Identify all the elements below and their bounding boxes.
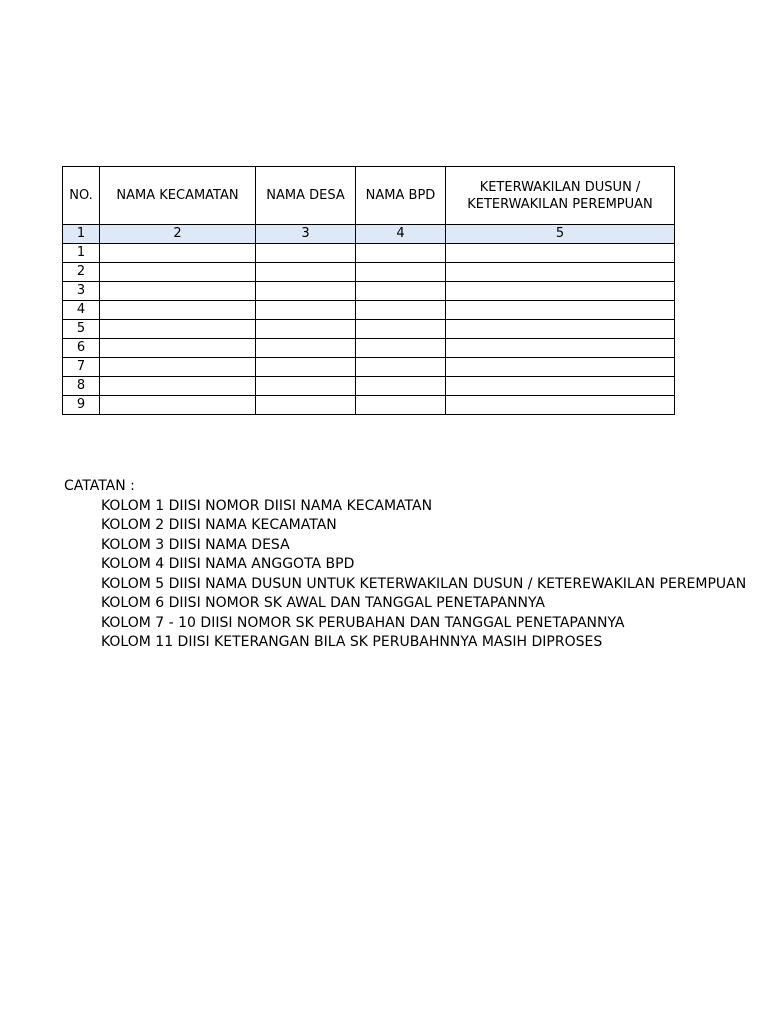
table-cell [356, 282, 446, 301]
table-row [63, 377, 675, 396]
table-cell [446, 377, 675, 396]
header-nama-kecamatan: NAMA KECAMATAN [100, 167, 256, 225]
table-cell [100, 301, 256, 320]
note-line: KOLOM 4 DIISI NAMA ANGGOTA BPD [101, 556, 355, 572]
table-cell [446, 244, 675, 263]
table-cell [446, 282, 675, 301]
table-cell [256, 339, 356, 358]
table-cell [356, 301, 446, 320]
column-number: 4 [356, 225, 446, 244]
table-row [63, 244, 675, 263]
table-cell [256, 320, 356, 339]
table-row [63, 358, 675, 377]
note-line: KOLOM 7 - 10 DIISI NOMOR SK PERUBAHAN DAN TANGGAL PENETAPANNYA [101, 614, 625, 631]
row-number: 4 [63, 301, 100, 320]
table-header-row [63, 167, 675, 225]
row-number: 9 [63, 396, 100, 415]
header-nama-desa: NAMA DESA [256, 167, 356, 225]
row-number: 2 [63, 263, 100, 282]
table-row [63, 339, 675, 358]
table-cell [256, 377, 356, 396]
table-cell [356, 263, 446, 282]
table-cell [256, 244, 356, 263]
column-number: 2 [100, 225, 256, 244]
row-number: 5 [63, 320, 100, 339]
notes-section [64, 477, 747, 653]
table-row [63, 301, 675, 320]
table-cell [100, 339, 256, 358]
table-cell [256, 301, 356, 320]
table-cell [356, 320, 446, 339]
column-number: 5 [446, 225, 675, 244]
note-line: KOLOM 2 DIISI NAMA KECAMATAN [101, 517, 337, 533]
table-cell [446, 320, 675, 339]
table-cell [356, 339, 446, 358]
table-row [63, 396, 675, 415]
table-row [63, 320, 675, 339]
note-line: KOLOM 3 DIISI NAMA DESA [101, 536, 290, 553]
table-cell [356, 396, 446, 415]
note-line: KOLOM 1 DIISI NOMOR DIISI NAMA KECAMATAN [101, 497, 433, 514]
table-cell [100, 244, 256, 263]
table-row [63, 263, 675, 282]
note-line: KOLOM 5 DIISI NAMA DUSUN UNTUK KETERWAKILAN DUSUN / KETEREWAKILAN PEREMPUAN [101, 575, 747, 592]
table-cell [100, 282, 256, 301]
header-nama-bpd: NAMA BPD [356, 167, 446, 225]
table-cell [256, 358, 356, 377]
column-number: 1 [63, 225, 100, 244]
row-number: 7 [63, 358, 100, 377]
table-cell [100, 358, 256, 377]
note-line: KOLOM 11 DIISI KETERANGAN BILA SK PERUBAHNNYA MASIH DIPROSES [101, 634, 603, 650]
table-cell [100, 377, 256, 396]
header-no: NO. [63, 167, 100, 225]
table-cell [356, 377, 446, 396]
notes-title: CATATAN : [64, 478, 135, 494]
row-number: 1 [63, 244, 100, 263]
table-cell [356, 358, 446, 377]
table-cell [256, 396, 356, 415]
table-cell [446, 263, 675, 282]
table-cell [256, 263, 356, 282]
table-cell [256, 282, 356, 301]
column-number-row [63, 225, 675, 244]
table-cell [356, 244, 446, 263]
row-number: 8 [63, 377, 100, 396]
table-cell [446, 339, 675, 358]
bpd-table [62, 166, 675, 415]
table-cell [446, 301, 675, 320]
table-cell [100, 263, 256, 282]
table-cell [100, 320, 256, 339]
table-row [63, 282, 675, 301]
table-cell [100, 396, 256, 415]
note-line: KOLOM 6 DIISI NOMOR SK AWAL DAN TANGGAL PENETAPANNYA [101, 595, 545, 611]
table-cell [446, 358, 675, 377]
header-keterwakilan: KETERWAKILAN DUSUN / KETERWAKILAN PEREMPUAN [446, 167, 675, 225]
row-number: 6 [63, 339, 100, 358]
column-number: 3 [256, 225, 356, 244]
row-number: 3 [63, 282, 100, 301]
table-cell [446, 396, 675, 415]
